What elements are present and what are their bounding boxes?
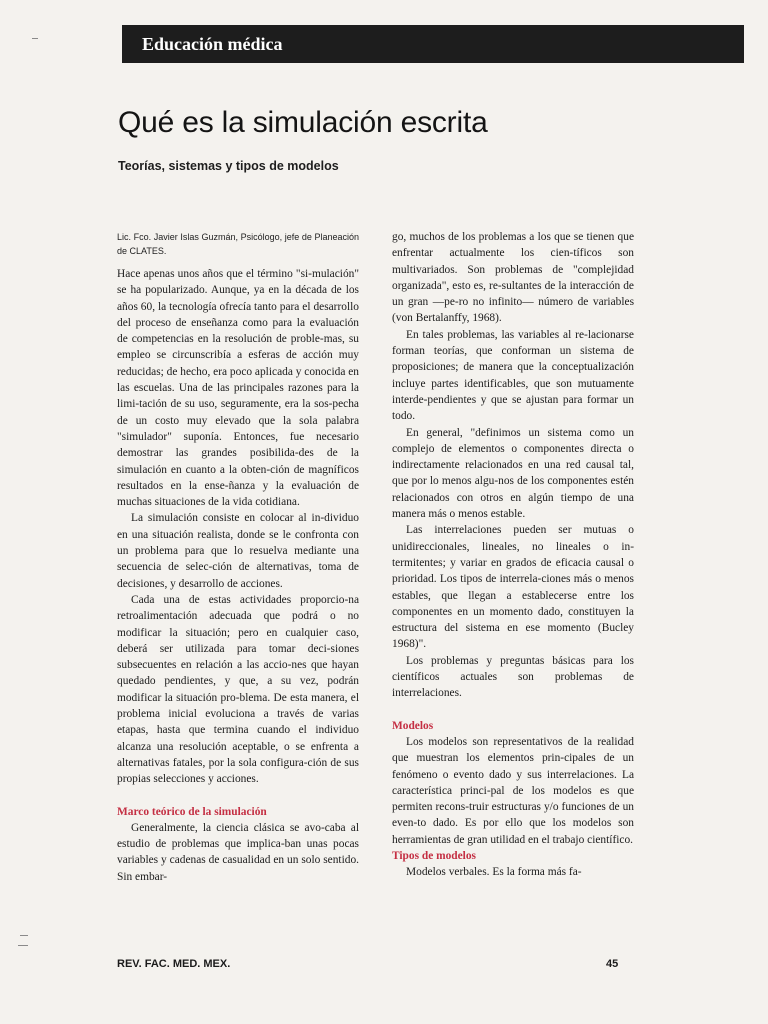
section-heading: Tipos de modelos — [392, 849, 476, 862]
journal-footer: REV. FAC. MED. MEX. — [117, 958, 231, 970]
scan-mark — [20, 935, 28, 936]
scan-mark — [32, 38, 38, 39]
paragraph: Los problemas y preguntas básicas para los científicos actuales son problemas de interrelaciones. — [392, 654, 634, 700]
author-credit: Lic. Fco. Javier Islas Guzmán, Psicólogo, jefe de Planeación de CLATES. — [117, 232, 359, 256]
spacer — [117, 788, 359, 804]
left-column — [117, 230, 359, 885]
paragraph: Hace apenas unos años que el término "si-mulación" se ha popularizado. Aunque, ya en la década de los años 60, la tecnología ofrecía tanto para el desarrollo del proceso de enseñanza como para la evaluación de competencias en la resolución de proble-mas, su empleo se circunscribía a esferas de acción muy reducidas; de hecho, era poco aplicada y conocida en las escuelas. Una de las principales razones para la limi-tación de su uso, seguramente, era la sos-pecha de un costo muy elevado que la sola palabra "simulador" suponía. Entonces, fue necesario demostrar las grandes posibilida-des de la simulación en cuanto a la obten-ción de magníficos resultados en la ense-ñanza y la evaluación de muchas situaciones de la vida cotidiana. — [117, 268, 359, 509]
paragraph: Las interrelaciones pueden ser mutuas o unidireccionales, lineales, no lineales o in-termitentes; y variar en grados de eficacia causal o prioridad. Los tipos de interrela-ciones más o menos estables, que llegan a establecerse entre los componentes en un momento dado, constituyen la estructura del sistema en ese momento (Bucley 1968)". — [392, 524, 634, 651]
article-subtitle: Teorías, sistemas y tipos de modelos — [118, 159, 339, 173]
spacer — [392, 702, 634, 718]
section-heading: Marco teórico de la simulación — [117, 805, 267, 818]
section-banner: Educación médica — [122, 25, 744, 63]
paragraph: Los modelos son representativos de la realidad que muestran los elementos prin-cipales de un fenómeno o evento dado y sus interrelaciones. La característica princi-pal de los modelos es que permiten recons-truir estructuras y/o funciones de un even-to dado. Es por ello que los modelos son herramientas de gran utilidad en el trabajo científico. — [392, 735, 634, 846]
scan-mark — [18, 945, 28, 946]
paragraph: Modelos verbales. Es la forma más fa- — [406, 866, 582, 879]
section-heading: Modelos — [392, 719, 434, 732]
paragraph: Cada una de estas actividades proporcio-na retroalimentación adecuada que podrá o no modificar la situación; pero en cualquier caso, deberá ser utilizada para tomar deci-siones subsecuentes en relación a las accio-nes que hayan quedado pendientes, y que, a su vez, podrán modificar la situación pro-blema. De esta manera, el problema inicial evoluciona a través de varias etapas, hasta que termina cuando el individuo alcanza una resolución aceptable, o se enfrenta a alternativas fatales, por la sola configura-ción de sus propias selecciones y acciones. — [117, 593, 359, 786]
paragraph: En tales problemas, las variables al re-lacionarse forman teorías, que conforman un sistema de proposiciones; de manera que la conceptualización incluye partes identificables, que son mutuamente interde-pendientes y que se ajustan para formar un todo. — [392, 328, 634, 423]
article-title: Qué es la simulación escrita — [118, 106, 488, 139]
right-column — [392, 229, 634, 881]
paragraph: Generalmente, la ciencia clásica se avo-caba al estudio de problemas que implica-ban unas pocas variables y cadenas de casualidad en un solo sentido. Sin embar- — [117, 821, 359, 883]
paragraph: En general, "definimos un sistema como un complejo de elementos o componentes directa o indirectamente relacionados en una red causal tal, que por lo menos algu-nos de los componentes estén relacionados con otros en algún tiempo de una manera más o menos estable. — [392, 426, 634, 521]
page-number: 45 — [606, 958, 619, 970]
paragraph: La simulación consiste en colocar al in-dividuo en una situación realista, donde se le confronta con un problema para que lo resuelva mediante una secuencia de selec-ción de alternativas, toma de decisiones, y desarrollo de acciones. — [117, 512, 359, 590]
paragraph: go, muchos de los problemas a los que se tienen que enfrentar actualmente los cien-tíficos son multivariados. Son problemas de "complejidad organizada", esto es, re-sultantes de la interacción de un gran —pe-ro no infinito— número de variables (von Bertalanffy, 1968). — [392, 231, 634, 325]
